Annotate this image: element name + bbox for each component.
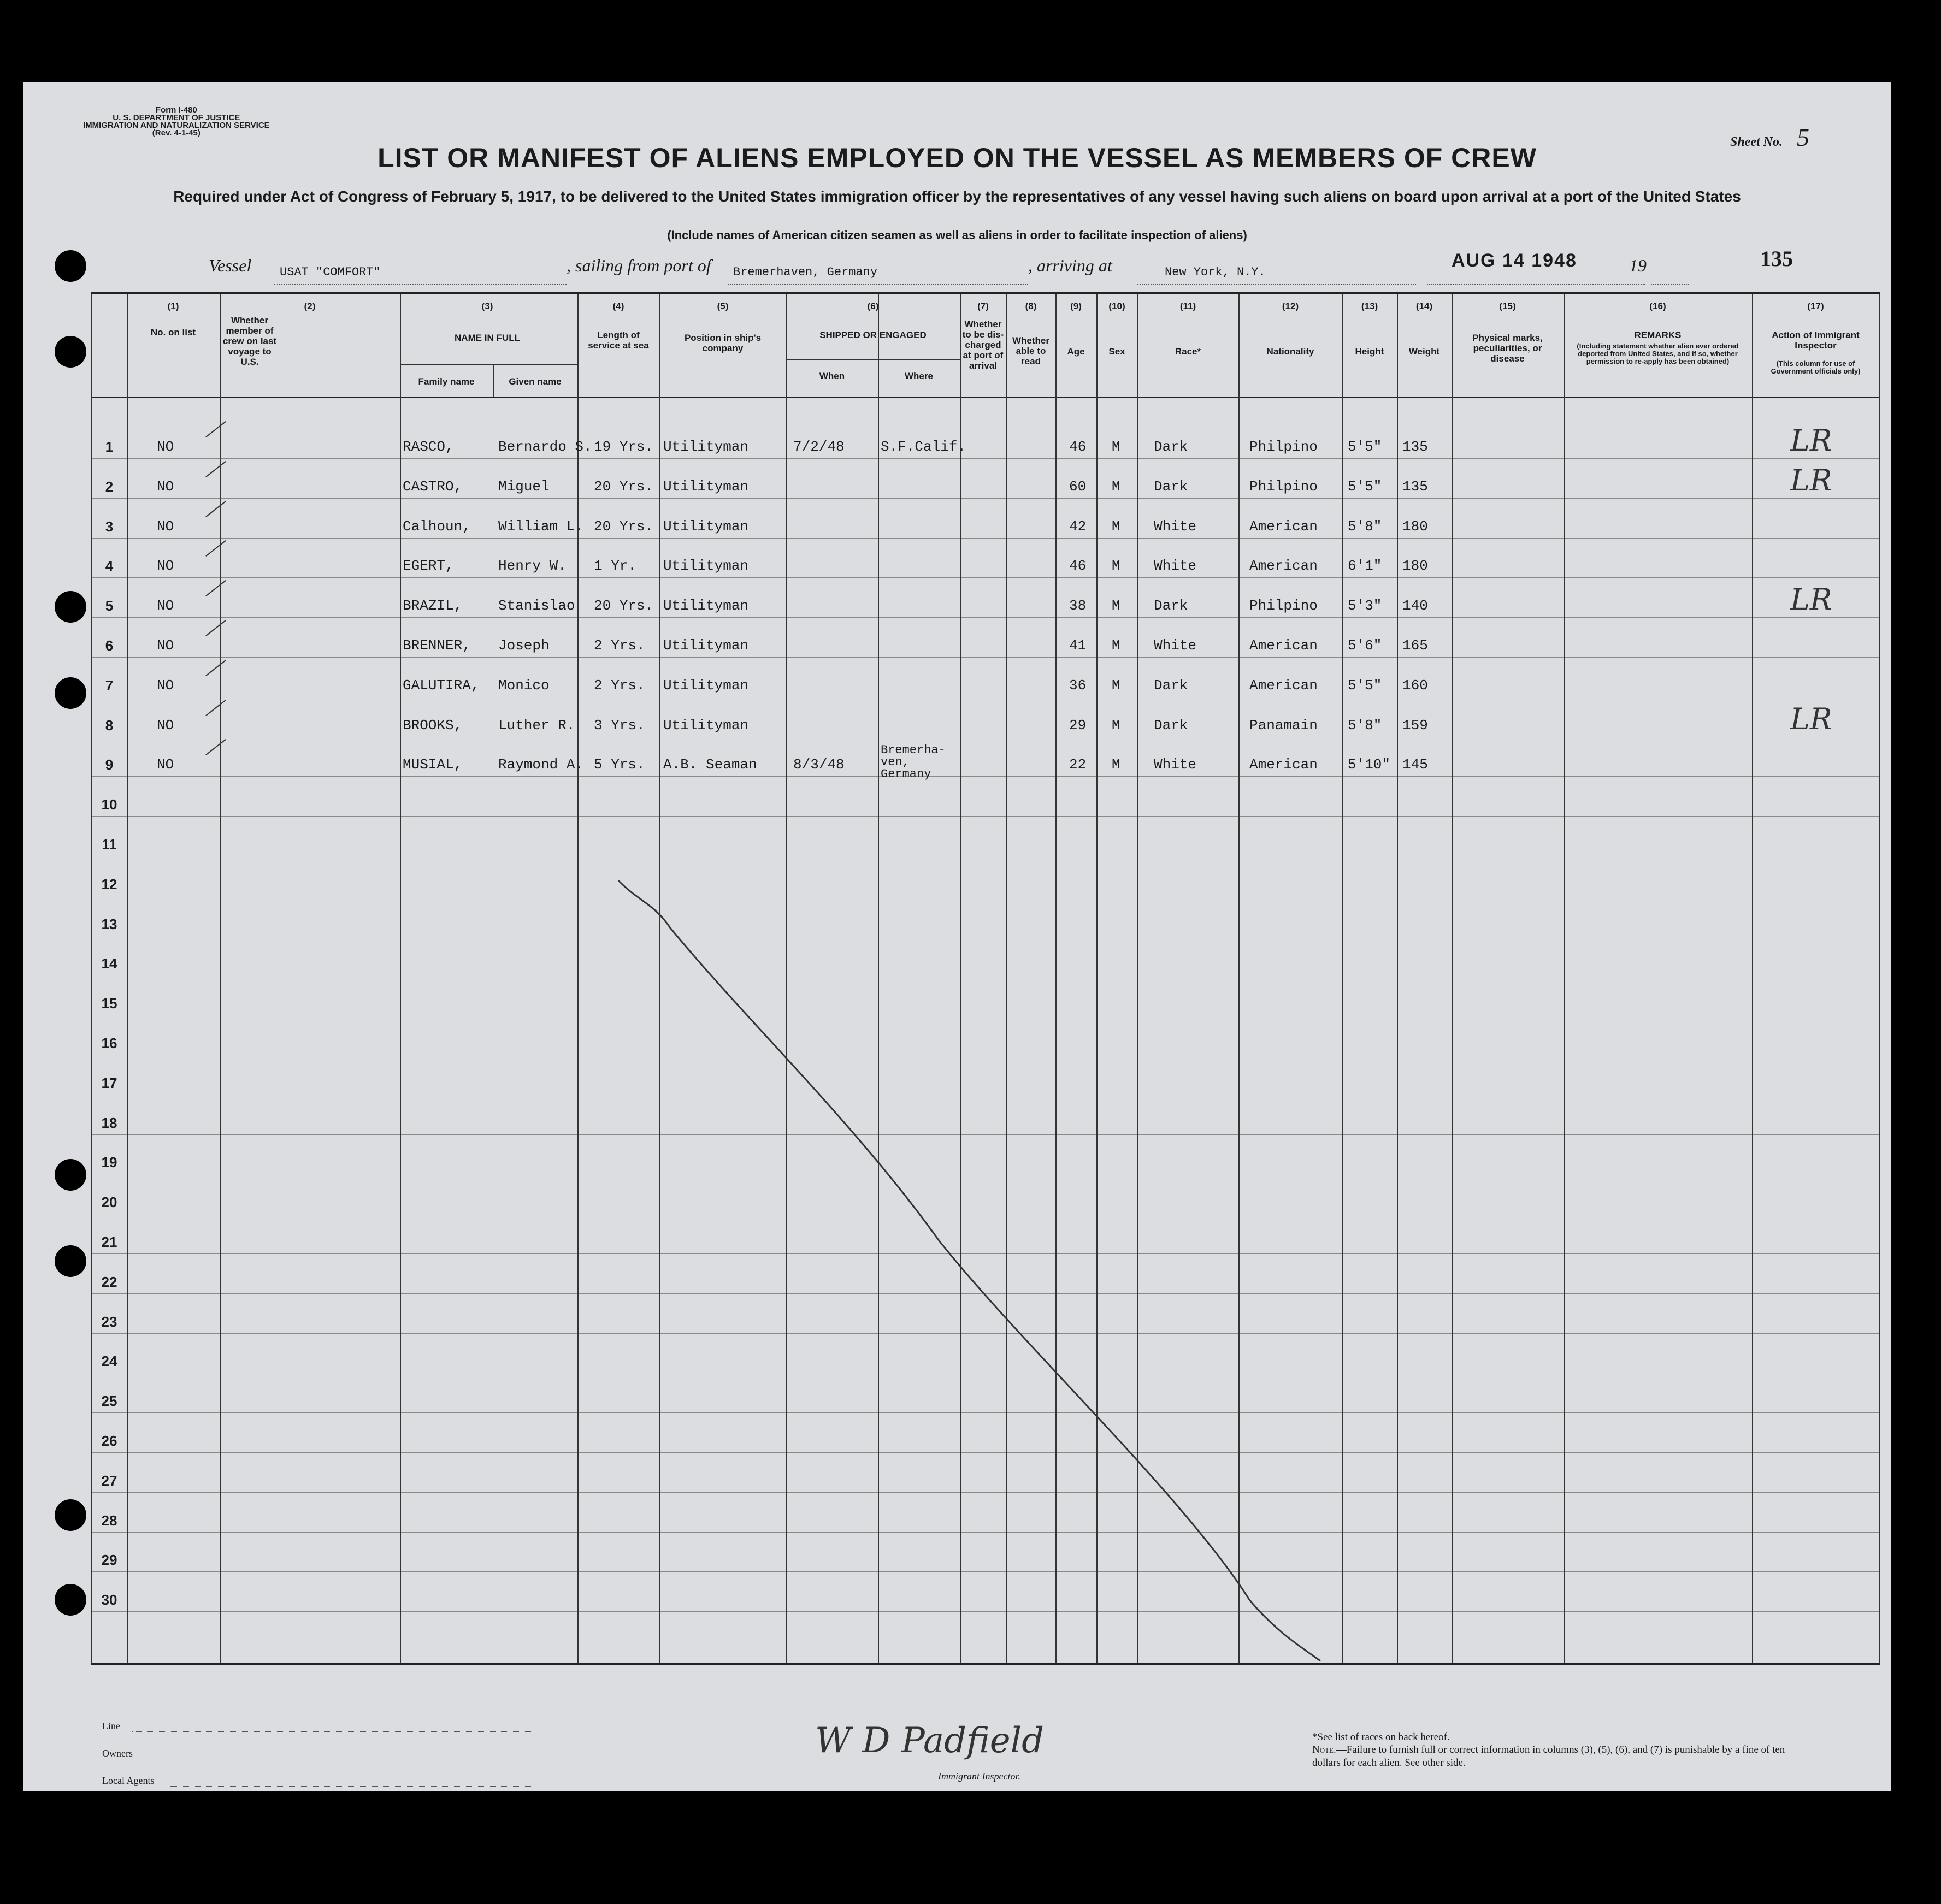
cell-age: 22 <box>1069 756 1087 773</box>
cell-weight: 160 <box>1402 677 1428 694</box>
arriving-label: , arriving at <box>1028 256 1112 275</box>
row-number: 18 <box>101 1114 117 1131</box>
service-name: IMMIGRATION AND NATURALIZATION SERVICE <box>83 121 270 130</box>
cell-nationality: Panamain <box>1249 717 1318 734</box>
cell-where: S.F.Calif. <box>881 439 966 455</box>
cell-where: Bremerha- ven, Germany <box>881 743 946 782</box>
row-number: 15 <box>101 995 117 1012</box>
cell-given: Miguel <box>498 478 550 495</box>
punch-hole <box>55 1245 86 1277</box>
cell-position: Utilityman <box>663 677 749 694</box>
cell-position: A.B. Seaman <box>663 756 757 773</box>
cell-prev: NO <box>157 717 174 734</box>
local-agents-label: Local Agents <box>102 1775 155 1786</box>
cell-age: 41 <box>1069 637 1087 654</box>
header-col15: Physical marks, peculiarities, or disease <box>1472 333 1543 364</box>
manifest-sheet <box>23 82 1891 1791</box>
header-given-name: Given name <box>509 376 562 387</box>
row-number: 14 <box>101 955 117 972</box>
cell-family: BRAZIL, <box>403 598 463 614</box>
cell-when: 7/2/48 <box>793 439 845 455</box>
header-col4: Length of service at sea <box>588 330 649 351</box>
cell-service: 20 Yrs. <box>594 598 654 614</box>
vessel-value: USAT "COMFORT" <box>280 265 381 279</box>
cell-family: BRENNER, <box>403 637 471 654</box>
vessel-label: Vessel <box>209 256 252 275</box>
note-text: —Failure to furnish full or correct information in columns (3), (5), (6), and (7) is punishable by a fine of ten dollars for each alien. See other side. <box>1312 1744 1785 1769</box>
header-col14-num: (14) <box>1415 301 1433 311</box>
cell-service: 1 Yr. <box>594 558 637 575</box>
inspector-mark: LR <box>1790 423 1832 458</box>
cell-given: Joseph <box>498 637 550 654</box>
header-col7: Whether to be dis-charged at port of arrival <box>962 319 1004 371</box>
line-label: Line <box>102 1720 120 1731</box>
year-label: 19 <box>1629 256 1647 275</box>
cell-nationality: Philpino <box>1249 598 1318 614</box>
cell-sex: M <box>1112 478 1120 495</box>
cell-nationality: American <box>1249 637 1318 654</box>
header-col4-num: (4) <box>612 301 624 311</box>
document-subtitle: Required under Act of Congress of February 5, 1917, to be delivered to the United States immigration officer by the representatives of any vessel having such aliens on board upon arrival at a port of the United States <box>173 188 1741 205</box>
form-number: Form I-480 <box>155 105 197 115</box>
cell-nationality: American <box>1249 677 1318 694</box>
cell-race: White <box>1154 518 1197 535</box>
cell-prev: NO <box>157 439 174 455</box>
header-when: When <box>819 371 845 381</box>
fine-note <box>1312 1743 1793 1770</box>
row-number: 12 <box>101 876 117 892</box>
header-col1-num: (1) <box>167 301 179 311</box>
cell-prev: NO <box>157 598 174 614</box>
cell-family: RASCO, <box>403 439 454 455</box>
cell-race: Dark <box>1154 677 1188 694</box>
row-number: 5 <box>105 598 114 614</box>
header-col1: No. on list <box>150 327 196 338</box>
cell-position: Utilityman <box>663 518 749 535</box>
cell-height: 6'1" <box>1348 558 1382 575</box>
punch-hole <box>55 1584 86 1616</box>
row-number: 22 <box>101 1273 117 1290</box>
cell-age: 38 <box>1069 598 1087 614</box>
punch-hole <box>55 336 86 368</box>
row-number: 6 <box>105 637 114 654</box>
cell-position: Utilityman <box>663 637 749 654</box>
header-col3-num: (3) <box>481 301 493 311</box>
cell-race: Dark <box>1154 598 1188 614</box>
department-name: U. S. DEPARTMENT OF JUSTICE <box>113 113 240 122</box>
cell-position: Utilityman <box>663 717 749 734</box>
cell-given: Monico <box>498 677 550 694</box>
row-number: 11 <box>102 836 117 853</box>
cell-height: 5'5" <box>1348 439 1382 455</box>
cell-race: White <box>1154 558 1197 575</box>
cell-nationality: Philpino <box>1249 439 1318 455</box>
header-col9-num: (9) <box>1070 301 1082 311</box>
cell-nationality: American <box>1249 518 1318 535</box>
cell-sex: M <box>1112 637 1120 654</box>
cell-prev: NO <box>157 677 174 694</box>
cell-family: MUSIAL, <box>403 756 463 773</box>
row-number: 20 <box>101 1194 117 1211</box>
cell-height: 5'8" <box>1348 717 1382 734</box>
cell-race: Dark <box>1154 439 1188 455</box>
header-col10-num: (10) <box>1108 301 1125 311</box>
cell-service: 20 Yrs. <box>594 518 654 535</box>
cell-weight: 180 <box>1402 558 1428 575</box>
header-col9: Age <box>1067 346 1085 357</box>
header-col12: Nationality <box>1266 346 1314 357</box>
crew-table <box>91 292 1880 1665</box>
cell-given: Stanislao <box>498 598 575 614</box>
cell-service: 2 Yrs. <box>594 637 645 654</box>
row-number: 3 <box>105 518 114 535</box>
cell-service: 2 Yrs. <box>594 677 645 694</box>
cell-family: EGERT, <box>403 558 454 575</box>
punch-hole <box>55 591 86 623</box>
header-col2: Whether member of crew on last voyage to U.S. <box>222 315 277 367</box>
header-col13-num: (13) <box>1361 301 1378 311</box>
header-family-name: Family name <box>418 376 475 387</box>
cell-given: Bernardo S. <box>498 439 592 455</box>
page-number-stamp: 135 <box>1760 246 1793 271</box>
cell-nationality: American <box>1249 756 1318 773</box>
cell-position: Utilityman <box>663 598 749 614</box>
header-col12-num: (12) <box>1282 301 1299 311</box>
row-number: 24 <box>101 1353 117 1370</box>
punch-hole <box>55 1159 86 1191</box>
cell-sex: M <box>1112 439 1120 455</box>
cell-given: Raymond A. <box>498 756 584 773</box>
owners-label: Owners <box>102 1748 133 1759</box>
line-underline <box>132 1731 536 1732</box>
cell-age: 29 <box>1069 717 1087 734</box>
inspector-mark: LR <box>1790 463 1832 498</box>
row-number: 7 <box>105 677 114 694</box>
sheet-label: Sheet No. <box>1730 135 1783 149</box>
header-where: Where <box>905 371 933 381</box>
cell-height: 5'6" <box>1348 637 1382 654</box>
cell-age: 60 <box>1069 478 1087 495</box>
row-number: 4 <box>105 558 114 575</box>
cell-prev: NO <box>157 518 174 535</box>
cell-race: Dark <box>1154 717 1188 734</box>
row-number: 8 <box>105 717 114 734</box>
row-number: 2 <box>105 478 114 495</box>
header-col5-num: (5) <box>717 301 729 311</box>
cell-age: 46 <box>1069 558 1087 575</box>
cell-service: 19 Yrs. <box>594 439 654 455</box>
inspector-mark: LR <box>1790 701 1832 736</box>
header-col10: Sex <box>1108 346 1125 357</box>
header-col13: Height <box>1355 346 1384 357</box>
row-number: 25 <box>101 1393 117 1410</box>
signature-caption: Immigrant Inspector. <box>938 1771 1020 1782</box>
punch-hole <box>55 1499 86 1531</box>
cell-prev: NO <box>157 478 174 495</box>
header-col8: Whether able to read <box>1012 335 1049 366</box>
cell-given: William L. <box>498 518 584 535</box>
row-number: 10 <box>101 796 117 813</box>
row-number: 28 <box>101 1512 117 1529</box>
cell-position: Utilityman <box>663 478 749 495</box>
arriving-value: New York, N.Y. <box>1165 265 1266 279</box>
cell-sex: M <box>1112 756 1120 773</box>
row-number: 17 <box>101 1074 117 1091</box>
row-number: 23 <box>101 1313 117 1330</box>
cell-weight: 145 <box>1402 756 1428 773</box>
vessel-underline <box>274 284 567 285</box>
cell-service: 5 Yrs. <box>594 756 645 773</box>
cell-family: Calhoun, <box>403 518 471 535</box>
cell-family: CASTRO, <box>403 478 463 495</box>
document-title: LIST OR MANIFEST OF ALIENS EMPLOYED ON THE VESSEL AS MEMBERS OF CREW <box>377 143 1537 173</box>
row-number: 26 <box>101 1433 117 1449</box>
cell-given: Luther R. <box>498 717 575 734</box>
cell-race: White <box>1154 637 1197 654</box>
header-col16-num: (16) <box>1649 301 1666 311</box>
cell-sex: M <box>1112 598 1120 614</box>
year-underline <box>1651 284 1689 285</box>
row-number: 1 <box>105 439 114 455</box>
cell-sex: M <box>1112 677 1120 694</box>
cell-position: Utilityman <box>663 558 749 575</box>
punch-hole <box>55 677 86 709</box>
date-underline <box>1427 284 1645 285</box>
diagonal-cancel-line <box>91 294 1880 1663</box>
header-col11: Race* <box>1175 346 1201 357</box>
cell-weight: 135 <box>1402 439 1428 455</box>
races-note: *See list of races on back hereof. <box>1312 1731 1450 1743</box>
cell-height: 5'3" <box>1348 598 1382 614</box>
sheet-value: 5 <box>1797 123 1809 151</box>
cell-age: 46 <box>1069 439 1087 455</box>
cell-weight: 159 <box>1402 717 1428 734</box>
cell-family: GALUTIRA, <box>403 677 480 694</box>
cell-prev: NO <box>157 637 174 654</box>
arriving-underline <box>1137 284 1416 285</box>
header-col5: Position in ship's company <box>684 333 762 353</box>
cell-weight: 180 <box>1402 518 1428 535</box>
cell-sex: M <box>1112 518 1120 535</box>
cell-weight: 135 <box>1402 478 1428 495</box>
cell-service: 3 Yrs. <box>594 717 645 734</box>
header-col3: NAME IN FULL <box>455 333 520 343</box>
cell-prev: NO <box>157 558 174 575</box>
cell-weight: 140 <box>1402 598 1428 614</box>
agents-underline <box>170 1786 536 1787</box>
header-col15-num: (15) <box>1499 301 1516 311</box>
cell-sex: M <box>1112 558 1120 575</box>
header-col16: REMARKS <box>1634 330 1682 340</box>
date-stamp: AUG 14 1948 <box>1452 250 1577 271</box>
cell-when: 8/3/48 <box>793 756 845 773</box>
header-col7-num: (7) <box>977 301 989 311</box>
form-revision: (Rev. 4-1-45) <box>152 128 200 138</box>
cell-service: 20 Yrs. <box>594 478 654 495</box>
header-col6-num: (6) <box>867 301 879 311</box>
note-label: Note. <box>1312 1744 1336 1755</box>
sailing-value: Bremerhaven, Germany <box>733 265 878 279</box>
cell-given: Henry W. <box>498 558 567 575</box>
row-number: 9 <box>105 756 114 773</box>
cell-age: 36 <box>1069 677 1087 694</box>
cell-sex: M <box>1112 717 1120 734</box>
inspector-signature: W D Padfield <box>815 1720 1045 1761</box>
cell-position: Utilityman <box>663 439 749 455</box>
cell-nationality: American <box>1249 558 1318 575</box>
header-col14: Weight <box>1408 346 1440 357</box>
header-col2-num: (2) <box>304 301 316 311</box>
cell-family: BROOKS, <box>403 717 463 734</box>
document-instruction: (Include names of American citizen seamen as well as aliens in order to facilitate inspection of aliens) <box>667 228 1247 242</box>
cell-race: White <box>1154 756 1197 773</box>
cell-weight: 165 <box>1402 637 1428 654</box>
row-number: 21 <box>101 1234 117 1250</box>
header-remarks-note: (Including statement whether alien ever ordered deported from United States, and if so, whether permission to re-apply has been obtained) <box>1577 342 1739 365</box>
cell-prev: NO <box>157 756 174 773</box>
header-col11-num: (11) <box>1179 301 1196 311</box>
row-number: 16 <box>101 1035 117 1051</box>
cell-race: Dark <box>1154 478 1188 495</box>
sailing-label: , sailing from port of <box>567 256 711 275</box>
form-header <box>83 107 270 137</box>
header-col6: SHIPPED OR ENGAGED <box>819 330 927 340</box>
header-col8-num: (8) <box>1025 301 1037 311</box>
header-inspector-note: (This column for use of Government officials only) <box>1771 359 1861 375</box>
row-number: 27 <box>101 1472 117 1489</box>
row-number: 29 <box>101 1552 117 1569</box>
cell-age: 42 <box>1069 518 1087 535</box>
inspector-mark: LR <box>1790 582 1832 617</box>
sailing-underline <box>728 284 1028 285</box>
row-number: 13 <box>101 915 117 932</box>
cell-height: 5'5" <box>1348 677 1382 694</box>
header-col17-num: (17) <box>1807 301 1824 311</box>
cell-height: 5'5" <box>1348 478 1382 495</box>
cell-height: 5'8" <box>1348 518 1382 535</box>
row-number: 19 <box>101 1154 117 1171</box>
cell-nationality: Philpino <box>1249 478 1318 495</box>
punch-hole <box>55 250 86 282</box>
cell-height: 5'10" <box>1348 756 1391 773</box>
header-col17: Action of Immigrant Inspector <box>1772 330 1860 351</box>
row-number: 30 <box>101 1592 117 1609</box>
